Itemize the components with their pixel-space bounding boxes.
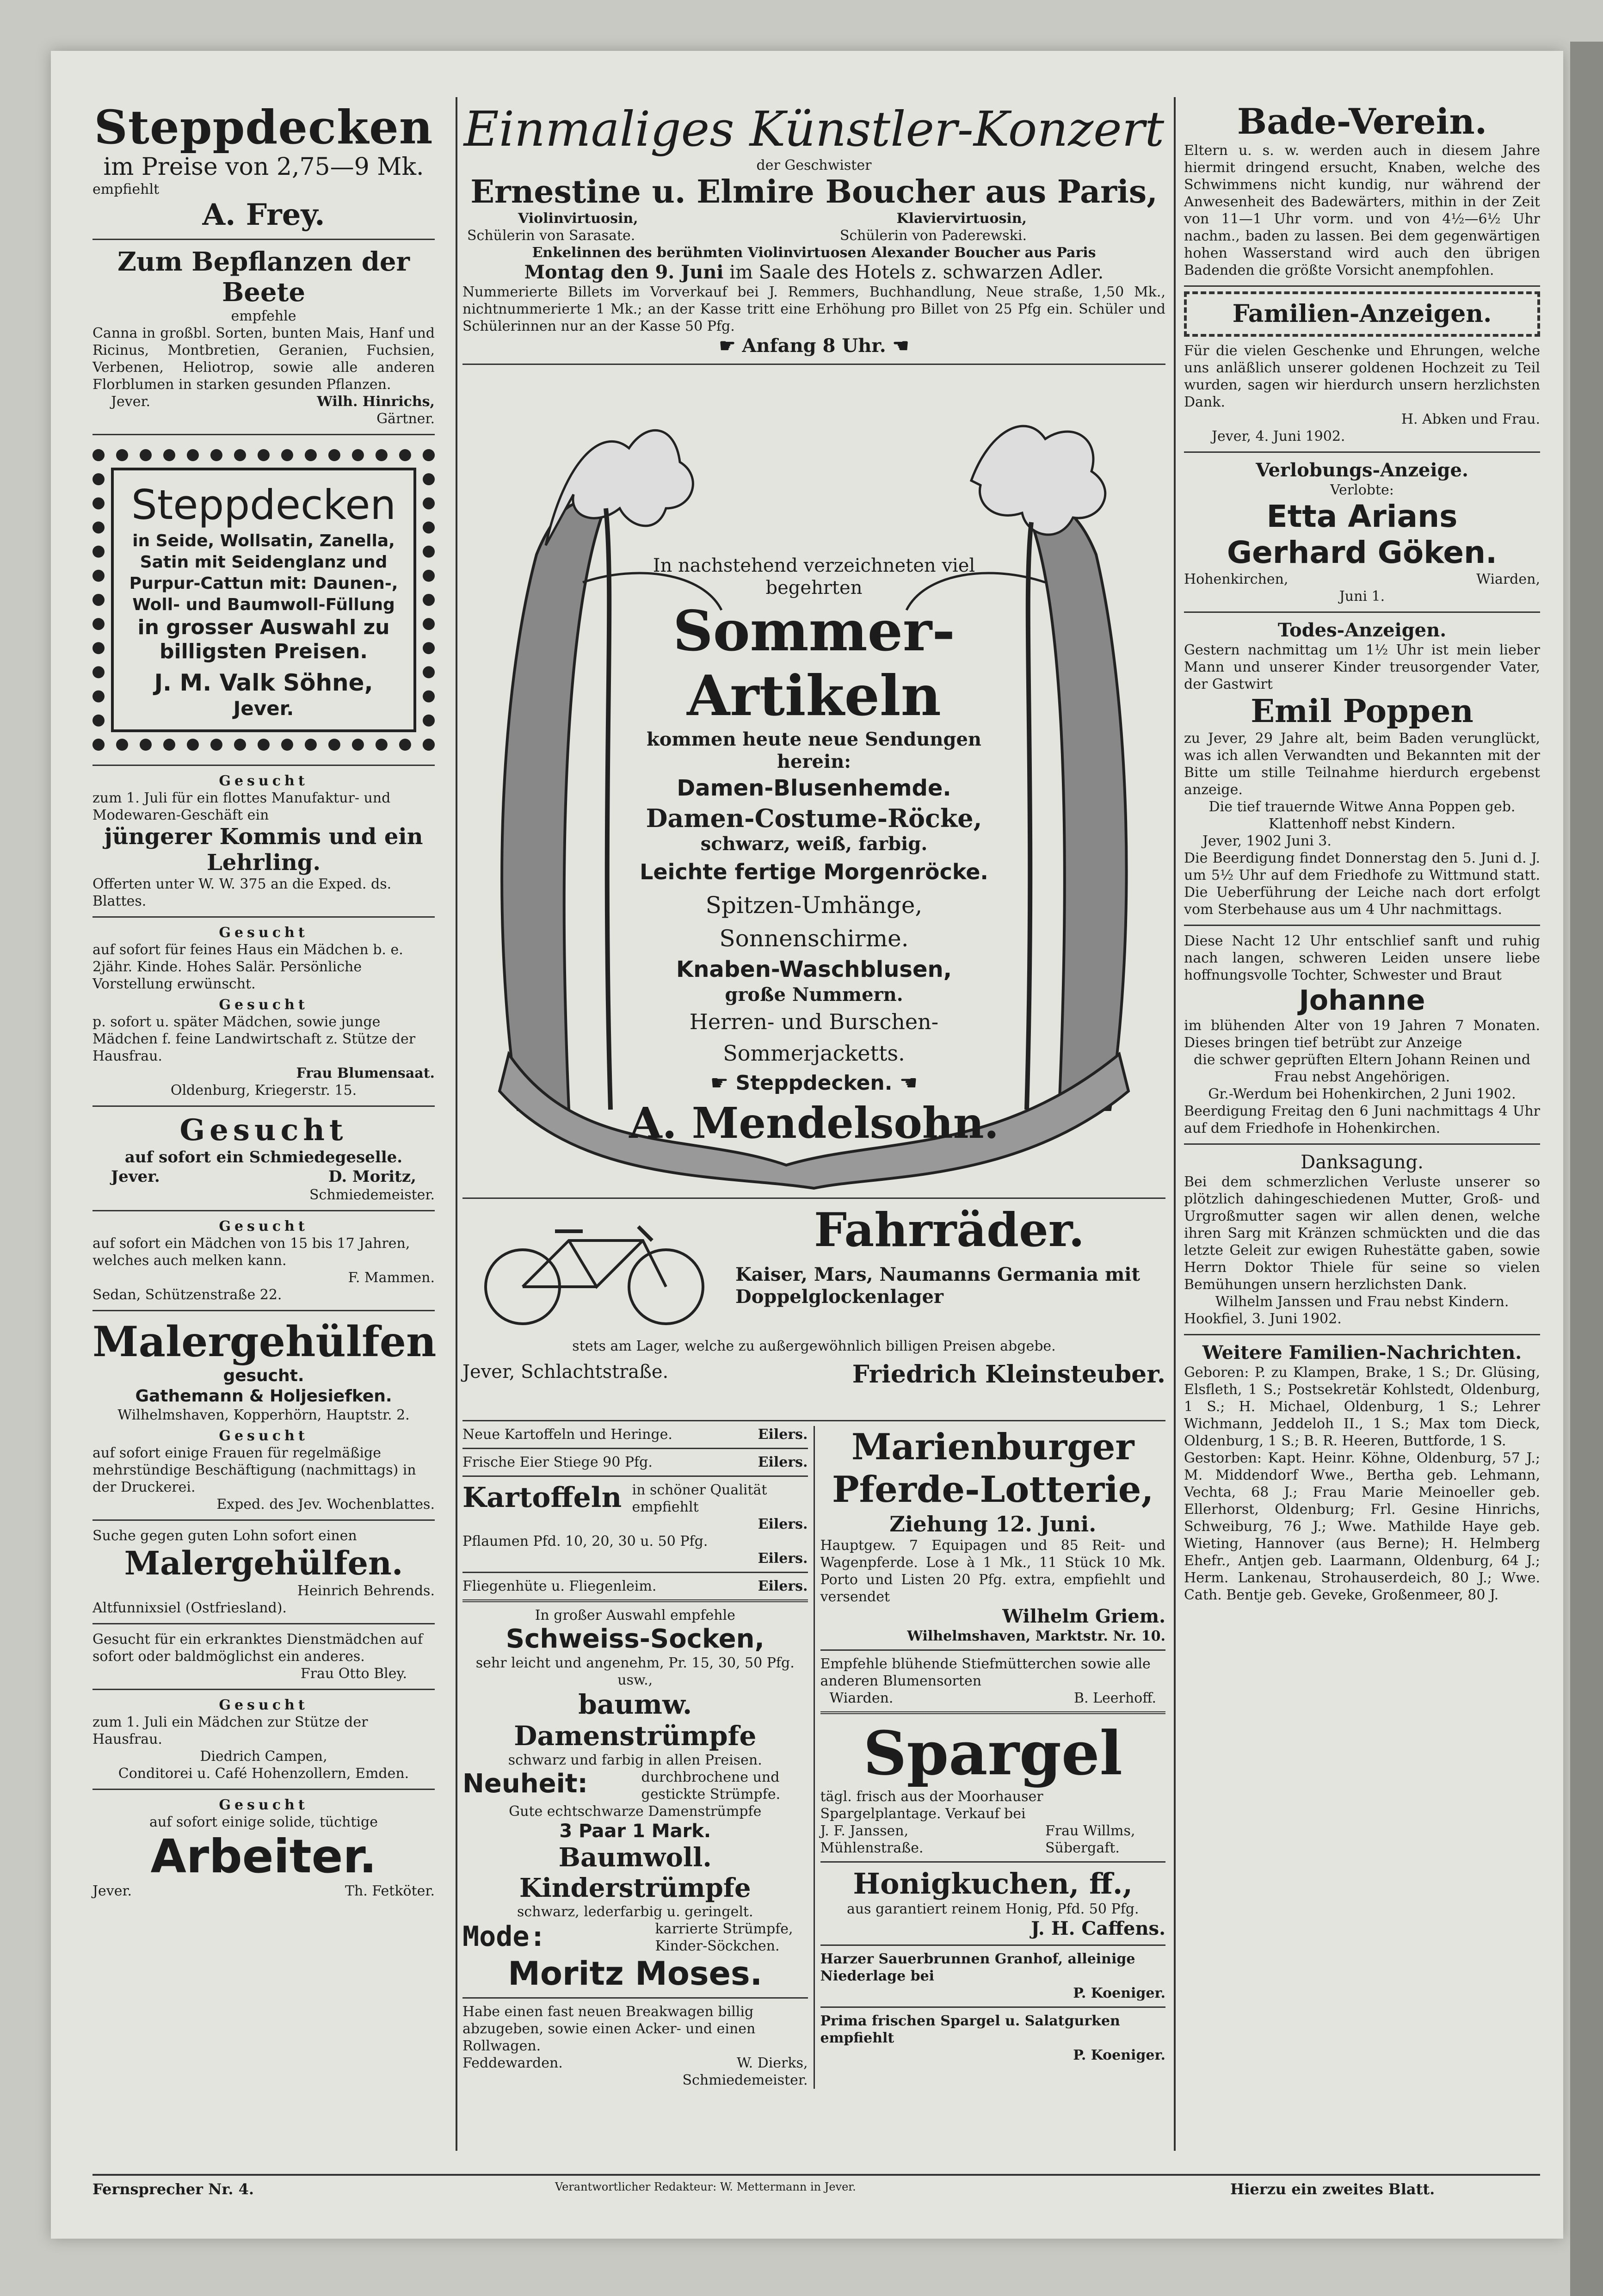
divider (462, 1197, 1165, 1199)
ad-addr: Oldenburg, Kriegerstr. 15. (170, 1082, 357, 1099)
small-ads-grid (462, 1426, 1165, 2089)
ad-malergehuelfen (92, 1316, 435, 1426)
divider (820, 1944, 1166, 1946)
footer-center: Verantwortlicher Redakteur: W. Mettermann in Jever. (555, 2180, 856, 2193)
ad-place: Wiarden. (829, 1690, 894, 1706)
ad-dierks (462, 2003, 808, 2089)
ad-place: Jever. (233, 697, 294, 720)
divider (462, 1572, 808, 1573)
ad-intro: In nachstehend verzeichneten viel begehrten (653, 555, 975, 599)
ad-date: Juni 1. (1339, 588, 1385, 605)
ad-konzert (462, 99, 1165, 359)
ad-eilers-2 (462, 1454, 808, 1471)
ad-role: Violinvirtuosin, (518, 210, 638, 227)
ad-sign-row (820, 1822, 1166, 1857)
ad-name: P. Koeniger. (1073, 2047, 1165, 2063)
ad-name-2: Gerhard Göken. (1227, 535, 1498, 570)
ad-place: Jever. (111, 394, 151, 410)
ad-body: sehr leicht und angenehm, Pr. 15, 30, 50 Pfg. usw., (475, 1655, 795, 1688)
ad-body-2: im blühenden Alter von 19 Jahren 7 Monaten. Dieses bringen tief betrübt zur Anzeige (1184, 1018, 1540, 1051)
ad-head: Gesucht (219, 925, 308, 941)
ad-sign-row (462, 2055, 808, 2072)
ad-item: ☛ Steppdecken. ☚ (710, 1071, 918, 1095)
ad-eilers-5 (462, 1578, 808, 1595)
ad-title: Todes-Anzeigen. (1277, 619, 1447, 641)
ad-place: im Saale des Hotels z. schwarzen Adler. (729, 262, 1104, 283)
ad-sign-row (92, 1167, 435, 1186)
ad-name: F. Mammen. (348, 1270, 435, 1286)
ad-body: Empfehle blühende Stiefmütterchen sowie alle anderen Blumensorten (820, 1656, 1151, 1689)
ad-body: Diese Nacht 12 Uhr entschlief sanft und ruhig nach langen, schweren Leiden unsere liebe hoffnungsvolle Tochter, Schwester und Braut (1184, 933, 1540, 983)
divider (92, 1519, 435, 1521)
ad-gesucht-campen (92, 1695, 435, 1784)
ad-gute: Gute echtschwarze Damenstrümpfe (509, 1803, 762, 1820)
footer-right: Hierzu ein zweites Blatt. (1230, 2180, 1435, 2198)
ad-date: Jever, 1902 Juni 3. (1202, 833, 1332, 849)
divider (92, 916, 435, 918)
ad-burial: Beerdigung Freitag den 6 Juni nachmittags 4 Uhr auf dem Friedhofe in Hohenkirchen. (1184, 1103, 1540, 1136)
ad-name: Wilh. Hinrichs, (317, 394, 435, 410)
ad-body: Eltern u. s. w. werden auch in diesem Jahre hiermit dringend ersucht, Knaben, welche des Schwimmens nicht kundig, nur während der Anwesenheit des Badewärters, mithin in der Zeit von 11—1 Uhr vorm. und von 4½—6½ Uhr nachm., baden zu lassen. Bei dem gegenwärtigen hohen Wasserstand wird auch den übrigen Badenden die größte Vorsicht anempfohlen. (1184, 142, 1540, 278)
ad-places-row (1184, 571, 1540, 588)
ad-body-2: schwarz und farbig in allen Preisen. (508, 1752, 762, 1768)
ad-body: Bei dem schmerzlichen Verluste unserer so plötzlich dahingeschiedenen Mutter, Groß- und Urgroßmutter sagen wir allen denen, welche ihren Sarg mit Kränzen schmückten und die das letzte Geleit zur ewigen Ruhestätte gaben, sowie Herrn Doktor Thiele für seine so vielen Bemühungen unsern herzlichsten Dank. (1184, 1174, 1540, 1293)
column-rule-1 (456, 97, 457, 2151)
divider (462, 1997, 808, 1999)
divider (462, 1475, 808, 1477)
ad-body: Gestern nachmittag um 1½ Uhr ist mein lieber Mann und unserer Kinder treusorgender Vater, der Gastwirt (1184, 642, 1540, 692)
ad-name: J. F. Janssen, Mühlenstraße. (820, 1823, 924, 1856)
ad-head: Gesucht (179, 1113, 348, 1148)
ad-title: Malergehülfen. (124, 1544, 403, 1582)
ad-sign: Die tief trauernde Witwe Anna Poppen geb. Klattenhoff nebst Kindern. (1208, 799, 1516, 832)
ad-gesucht-bley (92, 1629, 435, 1684)
ad-role: Schmiedemeister. (682, 2072, 808, 2088)
ad-addr: Sedan, Schützenstraße 22. (92, 1287, 282, 1303)
ad-eilers-4: Pflaumen Pfd. 10, 20, 30 u. 50 Pfg. (462, 1533, 708, 1549)
ad-place: Jever. (111, 1167, 160, 1186)
ad-item: Damen-Blusenhemde. (677, 775, 951, 801)
ad-name: J. H. Caffens. (1031, 1918, 1165, 1939)
ad-body: tägl. frisch aus der Moorhauser Spargelplantage. Verkauf bei (820, 1789, 1043, 1822)
ad-body: Habe einen fast neuen Breakwagen billig abzugeben, sowie einen Acker- und einen Rollwagen. (462, 2004, 756, 2054)
ad-body: Fliegenhüte u. Fliegenleim. (462, 1578, 657, 1594)
ad-body: in Seide, Wollsatin, Zanella, Satin mit Seidenglanz und Purpur-Cattun mit: Daunen-, Woll- und Baumwoll-Füllung (129, 531, 398, 614)
ad-title: Malergehülfen (92, 1317, 437, 1366)
divider (92, 434, 435, 435)
ad-roles-row (462, 227, 1165, 244)
ad-body: auf sofort ein Mädchen von 15 bis 17 Jahren, welches auch melken kann. (92, 1235, 410, 1269)
ad-role: Gärtner. (376, 411, 435, 427)
ad-anfang-text: Anfang 8 Uhr. (742, 335, 886, 357)
ad-names: Ernestine u. Elmire Boucher aus Paris, (470, 173, 1158, 210)
ad-sub: Verlobte: (1330, 482, 1394, 498)
page-footer (92, 2174, 1540, 2198)
ad-bade-verein (1184, 99, 1540, 281)
ad-title: Einmaliges Künstler-Konzert (463, 101, 1165, 157)
ad-body: Neue Kartoffeln und Heringe. (462, 1426, 672, 1443)
ad-name: Eilers. (758, 1454, 808, 1470)
ad-body: auf sofort für feines Haus ein Mädchen b. e. 2jähr. Kinde. Hohes Salär. Persönliche Vorstellung erwünscht. (92, 942, 403, 992)
ad-stiefmuetterchen (820, 1655, 1166, 1707)
ad-danksagung (1184, 1149, 1540, 1329)
divider (92, 1623, 435, 1624)
ad-eilers-1 (462, 1426, 808, 1443)
ad-mendelsohn (462, 370, 1165, 1193)
ad-body: aus garantiert reinem Honig, Pfd. 50 Pfg. (846, 1901, 1139, 1917)
ad-title: Sommer-Artikeln (672, 599, 956, 728)
ad-brands: Kaiser, Mars, Naumanns Germania mit Doppelglockenlager (735, 1264, 1140, 1308)
ad-item: Knaben-Waschblusen, (676, 957, 952, 982)
ad-name: Eilers. (758, 1426, 808, 1443)
ad-name: W. Dierks, (736, 2055, 808, 2071)
ad-head: Gesucht (219, 1797, 308, 1813)
ad-title-2: baumw. Damenstrümpfe (514, 1689, 757, 1752)
ad-eilers-3 (462, 1481, 808, 1516)
ad-tod-poppen (1184, 617, 1540, 920)
ad-tickets: Nummerierte Billets im Vorverkauf bei J. Remmers, Buchhandlung, Neue straße, 1,50 Mk., nichtnummerierte 1 Mk.; an der Kasse tritt eine Erhöhung pro Billet von 25 Pfg ein. Schüler und Schülerinnen nur an der Kasse 50 Pfg. (462, 284, 1165, 334)
ad-enkel: Enkelinnen des berühmten Violinvirtuosen Alexander Boucher aus Paris (532, 245, 1096, 261)
ad-title: Bade-Verein. (1237, 101, 1487, 142)
ad-name: Emil Poppen (1251, 693, 1474, 730)
ad-body-3: schwarz, lederfarbig u. geringelt. (517, 1904, 753, 1920)
ad-firm: J. M. Valk Söhne, (154, 669, 373, 696)
ad-name: Wilhelm Griem. (1002, 1605, 1165, 1627)
ad-body: zum 1. Juli für ein flottes Manufaktur- und Modewaren-Geschäft ein (92, 790, 391, 823)
divider (462, 1599, 808, 1602)
divider (1184, 925, 1540, 926)
ad-empfehle: empfehle (231, 308, 296, 324)
ad-gesucht-blumensaat (92, 994, 435, 1101)
divider (820, 1649, 1166, 1651)
ad-gesucht-kommis (92, 771, 435, 912)
ad-item-text: Steppdecken. (735, 1071, 893, 1095)
ad-sign: Wilhelm Janssen und Frau nebst Kindern. (1215, 1294, 1509, 1310)
ad-item: Herren- und Burschen-Sommerjacketts. (689, 1009, 939, 1066)
next-page-edge (1570, 42, 1603, 2296)
divider (1184, 1143, 1540, 1145)
ad-title: Kartoffeln (462, 1481, 622, 1514)
ad-body: auf sofort einige Frauen für regelmäßige mehrstündige Beschäftigung (nachmittags) in der Druckerei. (92, 1445, 416, 1495)
ad-title: Honigkuchen, ff., (853, 1867, 1133, 1901)
divider (1184, 1334, 1540, 1335)
ad-geboren: Geboren: P. zu Klampen, Brake, 1 S.; Dr. Glüsing, Elsfleth, 1 S.; Postsekretär Kohlstedt, Oldenburg, 1 S.; H. Michael, Oldenburg, 1 S.; Lehrer Wichmann, Jeddeloh II., 1 S.; Max tom Dieck, Oldenburg, 1 S.; B. R. Heeren, Buttforde, 1 S. (1184, 1364, 1540, 1449)
ad-addr: Gr.-Werdum bei Hohenkirchen, 2 Juni 1902. (1208, 1086, 1516, 1102)
ad-name: Friedrich Kleinsteuber. (852, 1360, 1165, 1389)
ad-firm: Gathemann & Holjesiefken. (135, 1387, 392, 1406)
ad-mode: Mode: (462, 1920, 546, 1953)
footer-left: Fernsprecher Nr. 4. (92, 2180, 254, 2198)
ad-empfiehlt: empfiehlt (92, 181, 160, 198)
ad-title: Marienburger Pferde-Lotterie, (832, 1426, 1154, 1511)
ad-gesucht-arbeiter (92, 1795, 435, 1901)
ad-burial: Die Beerdigung findet Donnerstag den 5. Juni d. J. um 5½ Uhr auf dem Friedhofe zu Wittmund statt. Die Ueberführung der Leiche nach dort erfolgt vom Sterbehause aus um 4 Uhr nachmittags. (1184, 850, 1540, 918)
ad-anfang: ☛ Anfang 8 Uhr. ☚ (719, 335, 909, 357)
ad-body: stets am Lager, welche zu außergewöhnlich billigen Preisen abgebe. (572, 1338, 1056, 1354)
ad-gesucht-schmied (92, 1111, 435, 1205)
ad-body: Für die vielen Geschenke und Ehrungen, welche uns anläßlich unserer goldenen Hochzeit zu Teil wurden, sagen wir hierdurch unsern herzlichsten Dank. (1184, 343, 1540, 410)
divider (462, 364, 1165, 365)
ad-malergehuelfen-2 (92, 1525, 435, 1618)
ad-body: Frische Eier Stiege 90 Pfg. (462, 1454, 653, 1470)
ad-beete (92, 245, 435, 429)
ad-gesucht-maedchen (92, 922, 435, 994)
ad-sign: die schwer geprüften Eltern Johann Reinen und Frau nebst Angehörigen. (1193, 1052, 1531, 1085)
ad-firm: Moritz Moses. (508, 1955, 763, 1993)
ad-gesucht-mammen (92, 1216, 435, 1305)
ad-title: Verlobungs-Anzeige. (1256, 459, 1468, 481)
small-ads-left (462, 1426, 815, 2089)
column-right (1184, 99, 1540, 1605)
ad-lotterie (820, 1426, 1166, 1645)
ad-roles-row (462, 210, 1165, 227)
ad-place: Feddewarden. (462, 2055, 563, 2071)
ad-name: Heinrich Behrends. (297, 1583, 435, 1599)
ad-sub: kommen heute neue Sendungen herein: (646, 728, 981, 772)
ad-name: Frau Blumensaat. (296, 1065, 435, 1081)
ad-sub: gesucht. (223, 1366, 304, 1385)
ad-dank-abken (1184, 340, 1540, 447)
divider (92, 1105, 435, 1107)
ad-body: Gesucht für ein erkranktes Dienstmädchen auf sofort oder baldmöglichst ein anderes. (92, 1631, 423, 1665)
divider (820, 1861, 1166, 1863)
small-ads-right (815, 1426, 1166, 2089)
ad-body: auf sofort ein Schmiedegeselle. (124, 1148, 403, 1167)
ad-moses (462, 1607, 808, 1993)
section-title: Familien-Anzeigen. (1232, 300, 1492, 328)
ad-text-block (610, 555, 1017, 1148)
column-middle (462, 99, 1165, 2089)
ad-name: Eilers. (758, 1516, 808, 1532)
ad-body: Canna in großbl. Sorten, bunten Mais, Hanf und Ricinus, Montbretien, Geranien, Fuchsien, Verbenen, Heliotrop, sowie alle anderen Florblumen in starken gesunden Pflanzen. (92, 325, 435, 393)
ad-role: Schülerin von Sarasate. (467, 228, 635, 244)
ad-name: P. Koeniger. (1073, 1985, 1165, 2001)
divider (820, 2006, 1166, 2008)
ad-addr: Wilhelmshaven, Marktstr. Nr. 10. (907, 1628, 1165, 1644)
divider (462, 1420, 1165, 1421)
ad-place-1: Hohenkirchen, (1184, 571, 1289, 587)
ad-firm: A. Mendelsohn. (629, 1098, 999, 1148)
ad-head: Gesucht (219, 997, 308, 1013)
ad-sign-row (820, 1690, 1166, 1707)
ad-spargel (820, 1719, 1166, 1857)
ad-offer: Offerten unter W. W. 375 an die Exped. ds. Blattes. (92, 876, 392, 909)
ad-addr: Wilhelmshaven, Kopperhörn, Hauptstr. 2. (117, 1407, 410, 1423)
ad-name: Th. Fetköter. (345, 1883, 435, 1899)
ad-gesucht-frauen (92, 1426, 435, 1515)
ad-gestorben: Gestorben: Kapt. Heinr. Köhne, Oldenburg, 57 J.; M. Middendorf Wwe., Bertha geb. Lehmann, Vechta, 68 J.; Frau Marie Meinoeller geb. Ellerhorst, Oldenburg; Frl. Gesine Hinrichs, Schweiburg, 76 J.; Wwe. Mathilde Haye geb. Wieting, Hannover (aus Berne); H. Helmberg Ehefr., Antjen geb. Laarmann, Oldenburg, 64 J.; Herm. Lankenau, Strohauserdeich, 80 J.; Wwe. Cath. Bentje geb. Geveke, Großenmeer, 80 J. (1184, 1450, 1540, 1603)
ad-item-sub: große Nummern. (725, 984, 903, 1006)
ad-addr: Altfunnixsiel (Ostfriesland). (92, 1600, 287, 1616)
divider (92, 239, 435, 240)
divider (92, 1689, 435, 1690)
bicycle-icon (467, 1208, 726, 1328)
ad-head: Gesucht (219, 773, 308, 789)
ad-name-2: Frau Willms, Sübergaft. (1045, 1823, 1135, 1856)
ad-item-sub: schwarz, weiß, farbig. (700, 833, 928, 855)
ad-big: Arbeiter. (150, 1829, 377, 1883)
ad-item: Spitzen-Umhänge, Sonnenschirme. (705, 892, 923, 952)
divider (1184, 611, 1540, 613)
ad-title: Zum Bepflanzen der Beete (117, 247, 410, 308)
ad-body: in schöner Qualität empfiehlt (632, 1482, 767, 1515)
ad-sign-row (462, 1361, 1165, 1389)
ad-title: Danksagung. (1301, 1152, 1424, 1173)
ad-honigkuchen (820, 1867, 1166, 1940)
ad-body: Prima frischen Spargel u. Salatgurken empfiehlt (820, 2013, 1120, 2046)
ad-name: Johanne (1299, 984, 1425, 1017)
ad-mode-row (462, 1920, 808, 1955)
familien-anzeigen-header (1184, 291, 1540, 337)
divider (820, 1711, 1166, 1714)
ad-prima-spargel (820, 2012, 1166, 2064)
ad-paar: 3 Paar 1 Mark. (559, 1821, 711, 1842)
ad-body-2: in grosser Auswahl zu billigsten Preisen. (137, 616, 390, 663)
ad-neuheit-text: durchbrochene und gestickte Strümpfe. (641, 1769, 781, 1802)
ad-name: Eilers. (758, 1578, 808, 1594)
ad-neuheit-row (462, 1769, 808, 1803)
ad-name: D. Moritz, (328, 1167, 416, 1186)
ad-place: Jever. (92, 1883, 132, 1899)
column-rule-2 (1174, 97, 1176, 2151)
ad-firm: A. Frey. (202, 198, 325, 232)
ad-name: B. Leerhoff. (1073, 1690, 1156, 1706)
ad-date: Montag den 9. Juni (524, 261, 724, 283)
ad-price: im Preise von 2,75—9 Mk. (103, 153, 424, 181)
ad-der: der Geschwister (756, 157, 872, 173)
ad-date: Hookfiel, 3. Juni 1902. (1184, 1311, 1342, 1327)
ad-neuheit: Neuheit: (462, 1769, 588, 1799)
ad-sign-row (92, 1882, 435, 1900)
ad-body: p. sofort u. später Mädchen, sowie junge Mädchen f. feine Landwirtschaft z. Stütze der Hausfrau. (92, 1014, 416, 1064)
ad-name: Diedrich Campen, (200, 1748, 327, 1765)
ad-item: Leichte fertige Morgenröcke. (640, 859, 988, 884)
ad-name: Frau Otto Bley. (300, 1666, 407, 1682)
divider (92, 1310, 435, 1311)
ad-steppdecken-frey (92, 99, 435, 234)
ad-big: jüngerer Kommis und ein Lehrling. (104, 824, 423, 876)
ad-head: Gesucht (219, 1218, 308, 1234)
ad-title-3: Baumwoll. Kinderstrümpfe (519, 1842, 751, 1903)
ad-tod-johanne (1184, 931, 1540, 1139)
ad-verlobung (1184, 457, 1540, 607)
ad-body: Suche gegen guten Lohn sofort einen (92, 1528, 357, 1544)
ad-intro: In großer Auswahl empfehle (535, 1607, 735, 1623)
divider (462, 1448, 808, 1449)
ad-head: Gesucht (219, 1428, 308, 1444)
divider (1184, 451, 1540, 453)
ad-date: Jever, 4. Juni 1902. (1212, 428, 1345, 444)
ad-title: Spargel (863, 1718, 1122, 1789)
ad-role: Klaviervirtuosin, (896, 210, 1027, 227)
ad-fahrraeder (462, 1204, 1165, 1415)
column-left (92, 99, 435, 1901)
ad-item: Damen-Costume-Röcke, (646, 803, 982, 833)
ad-name: Eilers. (758, 1550, 808, 1567)
ad-harzer (820, 1950, 1166, 2002)
ad-date: Ziehung 12. Juni. (889, 1512, 1097, 1537)
ad-place-2: Wiarden, (1476, 571, 1540, 587)
divider (1184, 285, 1540, 287)
ad-name-1: Etta Arians (1266, 499, 1458, 534)
ad-addr: Conditorei u. Café Hohenzollern, Emden. (118, 1765, 409, 1782)
ad-body-2: zu Jever, 29 Jahre alt, beim Baden verunglückt, was ich allen Verwandten und Bekannten mit der Bitte um stille Teilnahme hierdurch ergebenst anzeige. (1184, 730, 1540, 798)
ad-valk-steppdecken (92, 449, 435, 751)
ad-body: zum 1. Juli ein Mädchen zur Stütze der Hausfrau. (92, 1714, 368, 1747)
ad-title: Steppdecken (94, 100, 433, 154)
divider (92, 1789, 435, 1790)
ad-name: H. Abken und Frau. (1401, 411, 1540, 427)
ad-role: Schülerin von Paderewski. (839, 228, 1027, 244)
ad-body: Hauptgew. 7 Equipagen und 85 Reit- und Wagenpferde. Lose à 1 Mk., 11 Stück 10 Mk. Porto und Listen 20 Pfg. extra, empfiehlt und versendet (820, 1537, 1165, 1605)
ad-title: Fahrräder. (814, 1203, 1085, 1257)
ad-weitere-familien (1184, 1340, 1540, 1605)
ad-body: Harzer Sauerbrunnen Granhof, alleinige Niederlage bei (820, 1951, 1135, 1984)
ad-mode-text: karrierte Strümpfe, Kinder-Söckchen. (655, 1921, 793, 1954)
ad-role: Schmiedemeister. (309, 1187, 435, 1203)
divider (92, 1210, 435, 1211)
ad-title: Schweiss-Socken, (506, 1624, 765, 1654)
ad-title: Weitere Familien-Nachrichten. (1202, 1342, 1522, 1364)
ad-body: auf sofort einige solide, tüchtige (149, 1814, 378, 1830)
ad-head: Gesucht (219, 1697, 308, 1713)
ad-title: Steppdecken (131, 481, 396, 529)
ad-exped: Exped. des Jev. Wochenblattes. (216, 1496, 435, 1512)
ad-sign-row (92, 393, 435, 410)
divider (92, 765, 435, 766)
ad-place: Jever, Schlachtstraße. (462, 1361, 669, 1383)
